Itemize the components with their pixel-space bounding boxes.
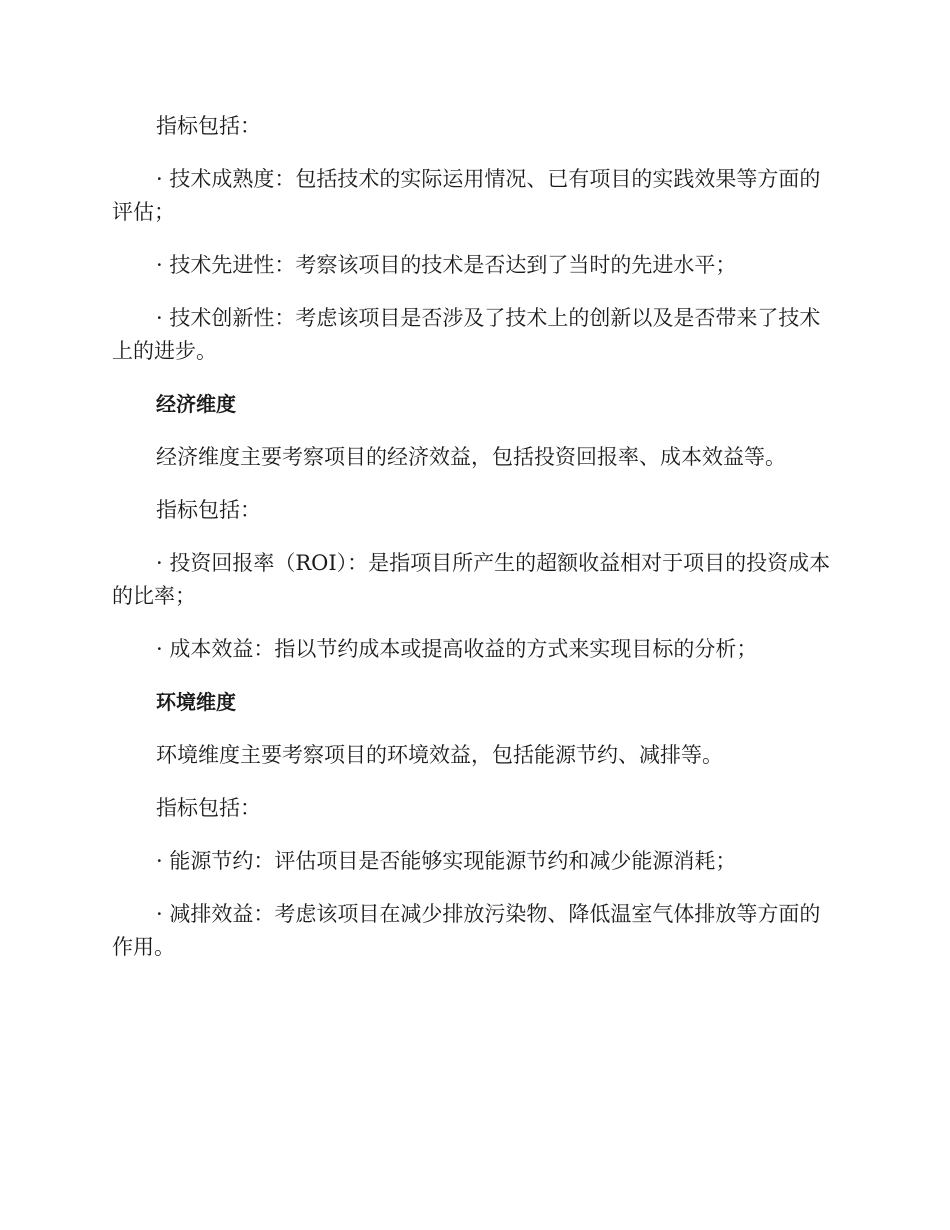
bullet-tech-maturity: · 技术成熟度：包括技术的实际运用情况、已有项目的实践效果等方面的评估； (112, 167, 821, 224)
paragraph-environment-summary: 环境维度主要考察项目的环境效益，包括能源节约、减排等。 (156, 743, 723, 767)
paragraph-economic-summary: 经济维度主要考察项目的经济效益，包括投资回报率、成本效益等。 (156, 445, 786, 469)
bullet-cost-benefit: · 成本效益：指以节约成本或提高收益的方式来实现目标的分析； (156, 637, 758, 661)
bullet-emission-reduction: · 减排效益：考虑该项目在减少排放污染物、降低温室气体排放等方面的作用。 (112, 902, 821, 959)
bullet-tech-advancement: · 技术先进性：考察该项目的技术是否达到了当时的先进水平； (156, 253, 737, 277)
paragraph-indicators-intro-1: 指标包括： (156, 114, 261, 138)
section-heading-economic: 经济维度 (156, 392, 236, 416)
paragraph-indicators-intro-2: 指标包括： (156, 498, 261, 522)
bullet-roi: · 投资回报率（ROI）：是指项目所产生的超额收益相对于项目的投资成本的比率； (112, 551, 831, 608)
bullet-energy-saving: · 能源节约：评估项目是否能够实现能源节约和减少能源消耗； (156, 849, 737, 873)
paragraph-indicators-intro-3: 指标包括： (156, 796, 261, 820)
section-heading-environment: 环境维度 (156, 690, 236, 714)
bullet-tech-innovation: · 技术创新性：考虑该项目是否涉及了技术上的创新以及是否带来了技术上的进步。 (112, 306, 821, 363)
